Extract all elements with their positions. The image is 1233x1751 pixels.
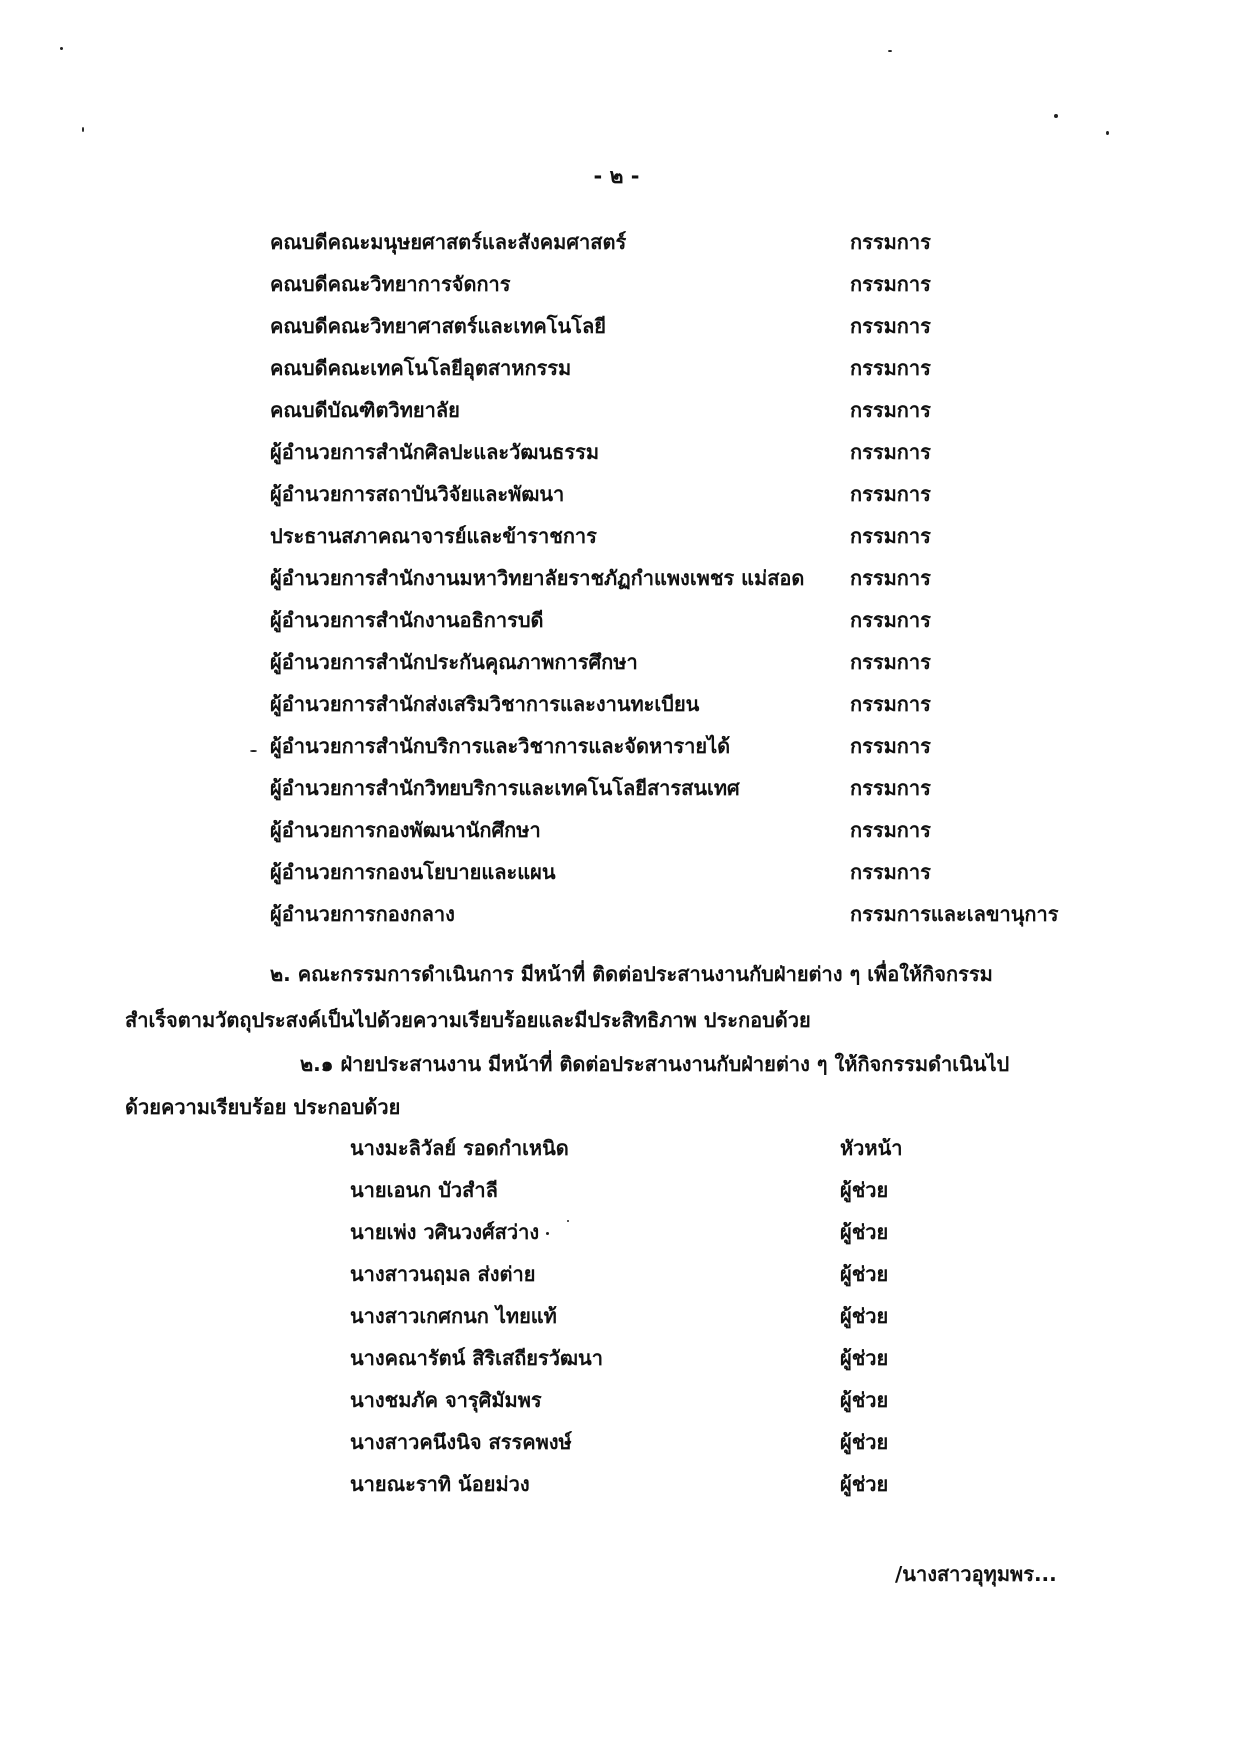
committee-member-row [270,352,1060,386]
member-position: ผู้อำนวยการสำนักส่งเสริมวิชาการและงานทะเบียน [270,692,700,716]
staff-role: ผู้ช่วย [840,1388,889,1412]
committee-member-row [270,772,1060,806]
member-role: กรรมการ [850,734,931,758]
scan-speck [567,1220,569,1222]
committee-member-row [270,436,1060,470]
member-position: คณบดีบัณฑิตวิทยาลัย [270,398,460,422]
member-position: คณบดีคณะมนุษยศาสตร์และสังคมศาสตร์ [270,230,627,254]
committee-member-row [270,562,1060,596]
staff-name: นายเพ่ง วศินวงศ์สว่าง [350,1220,540,1244]
member-position: คณบดีคณะเทคโนโลยีอุตสาหกรรม [270,356,572,380]
continuation-marker: /นางสาวอุทุมพร... [895,1562,1057,1586]
member-role: กรรมการและเลขานุการ [850,902,1059,926]
member-position: ผู้อำนวยการกองพัฒนานักศึกษา [270,818,541,842]
staff-row [350,1132,910,1166]
member-role: กรรมการ [850,566,931,590]
scan-speck [888,50,892,52]
committee-member-row [270,394,1060,428]
member-position: ผู้อำนวยการกองกลาง [270,902,455,926]
member-position: ผู้อำนวยการสำนักบริการและวิชาการและจัดหารายได้ [270,734,731,758]
scan-speck [60,47,63,50]
member-position: ผู้อำนวยการสำนักศิลปะและวัฒนธรรม [270,440,600,464]
staff-row [350,1216,910,1250]
member-role: กรรมการ [850,398,931,422]
member-position: ผู้อำนวยการสำนักงานอธิการบดี [270,608,544,632]
scan-speck [546,1232,549,1235]
staff-row [350,1426,910,1460]
committee-member-row [270,646,1060,680]
staff-row [350,1174,910,1208]
member-role: กรรมการ [850,314,931,338]
member-role: กรรมการ [850,860,931,884]
committee-member-row [270,604,1060,638]
committee-member-row [270,688,1060,722]
member-role: กรรมการ [850,230,931,254]
section-2-line-1: ๒. คณะกรรมการดำเนินการ มีหน้าที่ ติดต่อประสานงานกับฝ่ายต่าง ๆ เพื่อให้กิจกรรม [270,962,993,986]
member-role: กรรมการ [850,524,931,548]
staff-role: ผู้ช่วย [840,1220,889,1244]
staff-name: นางมะลิวัลย์ รอดกำเหนิด [350,1136,569,1160]
member-position: ผู้อำนวยการสำนักประกันคุณภาพการศึกษา [270,650,638,674]
committee-member-row [270,520,1060,554]
scan-speck [82,127,84,132]
staff-role: ผู้ช่วย [840,1262,889,1286]
member-position: ผู้อำนวยการสถาบันวิจัยและพัฒนา [270,482,565,506]
member-role: กรรมการ [850,272,931,296]
staff-name: นางสาวนฤมล ส่งต่าย [350,1262,536,1286]
staff-role: หัวหน้า [840,1136,903,1160]
member-position: ผู้อำนวยการสำนักวิทยบริการและเทคโนโลยีสารสนเทศ [270,776,740,800]
committee-member-row [270,898,1060,932]
scan-speck [1054,114,1058,118]
staff-name: นางสาวคนึงนิจ สรรคพงษ์ [350,1430,572,1454]
staff-row [350,1342,910,1376]
member-role: กรรมการ [850,818,931,842]
committee-member-row [270,226,1060,260]
staff-role: ผู้ช่วย [840,1472,889,1496]
staff-role: ผู้ช่วย [840,1430,889,1454]
staff-name: นายณะราทิ น้อยม่วง [350,1472,530,1496]
member-role: กรรมการ [850,356,931,380]
member-role: กรรมการ [850,692,931,716]
member-position: คณบดีคณะวิทยาศาสตร์และเทคโนโลยี [270,314,606,338]
member-role: กรรมการ [850,440,931,464]
staff-name: นางสาวเกศกนก ไทยแท้ [350,1304,557,1328]
staff-row [350,1258,910,1292]
committee-member-row [270,268,1060,302]
staff-row [350,1384,910,1418]
member-position: ผู้อำนวยการสำนักงานมหาวิทยาลัยราชภัฏกำแพงเพชร แม่สอด [270,566,805,590]
staff-role: ผู้ช่วย [840,1304,889,1328]
staff-name: นายเอนก บัวสำลี [350,1178,498,1202]
staff-role: ผู้ช่วย [840,1346,889,1370]
committee-member-row [270,310,1060,344]
member-role: กรรมการ [850,608,931,632]
committee-member-row [270,478,1060,512]
staff-row [350,1300,910,1334]
committee-member-row [270,856,1060,890]
staff-name: นางคณารัตน์ สิริเสถียรวัฒนา [350,1346,603,1370]
staff-name: นางชมภัค จารุศิมัมพร [350,1388,542,1412]
member-position: ผู้อำนวยการกองนโยบายและแผน [270,860,556,884]
scan-speck [1106,131,1109,135]
scan-speck [250,750,257,752]
section-2-line-2: สำเร็จตามวัตถุประสงค์เป็นไปด้วยความเรียบร้อยและมีประสิทธิภาพ ประกอบด้วย [125,1008,811,1032]
staff-row [350,1468,910,1502]
member-position: ประธานสภาคณาจารย์และข้าราชการ [270,524,597,548]
committee-member-row [270,730,1060,764]
page-number: - ๒ - [593,164,640,188]
committee-member-row [270,814,1060,848]
staff-role: ผู้ช่วย [840,1178,889,1202]
member-role: กรรมการ [850,482,931,506]
section-2-1-line-2: ด้วยความเรียบร้อย ประกอบด้วย [125,1095,401,1119]
section-2-1-line-1: ๒.๑ ฝ่ายประสานงาน มีหน้าที่ ติดต่อประสานงานกับฝ่ายต่าง ๆ ให้กิจกรรมดำเนินไป [300,1052,1010,1076]
member-role: กรรมการ [850,650,931,674]
member-position: คณบดีคณะวิทยาการจัดการ [270,272,511,296]
member-role: กรรมการ [850,776,931,800]
